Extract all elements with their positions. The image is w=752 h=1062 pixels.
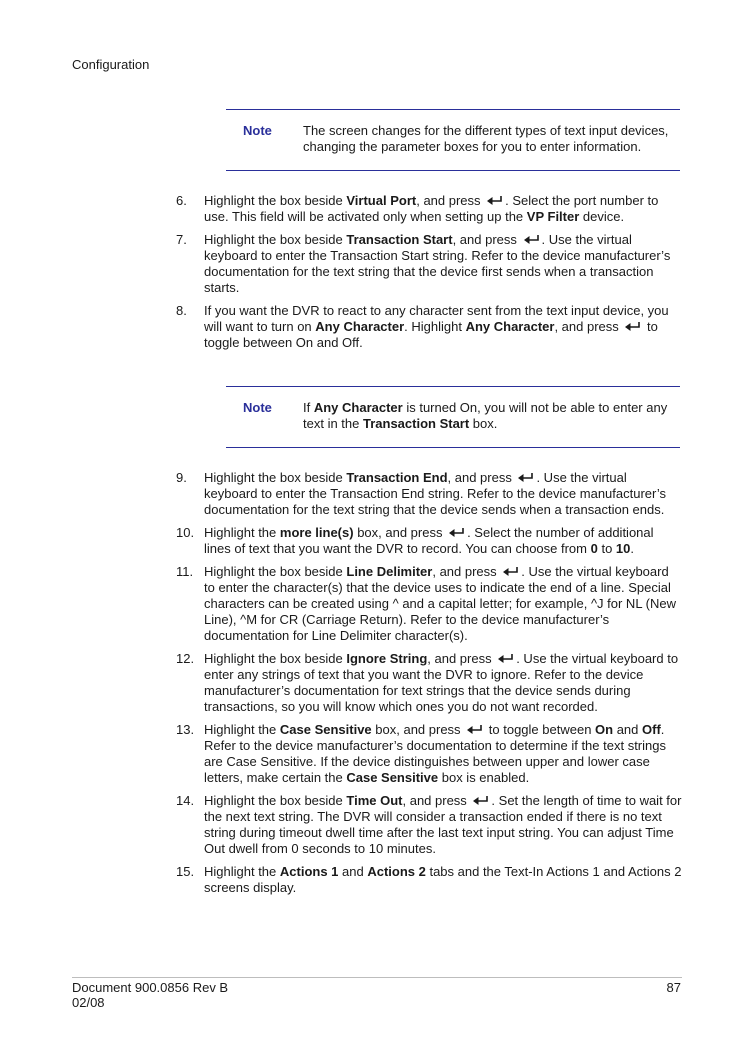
step-number: 11. bbox=[176, 564, 194, 579]
step-12 bbox=[176, 651, 682, 715]
step-text: . Use the virtual keyboard to enter any strings of text that you want the DVR to ignore. Refer to the device manufacturer’s documentation for text strings that the device sends during transactions, so you will know which ones you do not want recorded. bbox=[204, 651, 679, 714]
step-text: . Select the number of additional lines of text that you want the DVR to record. You can choose from bbox=[204, 525, 654, 556]
step-text: , and press bbox=[447, 470, 516, 485]
step-number: 12. bbox=[176, 651, 195, 666]
step-text: Highlight the box beside bbox=[204, 193, 347, 208]
step-9 bbox=[176, 470, 682, 518]
step-text: box, and press bbox=[371, 722, 465, 737]
enter-key-icon bbox=[472, 795, 489, 806]
note-label: Note bbox=[243, 123, 272, 138]
step-text: tabs and the Text-In Actions 1 and Actions 2 screens display. bbox=[204, 864, 682, 895]
footer-doc-info bbox=[72, 980, 228, 1010]
step-text: , and press bbox=[554, 319, 623, 334]
step-text: and bbox=[338, 864, 368, 879]
enter-key-icon bbox=[486, 195, 503, 206]
step-text: . Highlight bbox=[404, 319, 466, 334]
ui-term: Transaction End bbox=[346, 470, 448, 485]
step-text: . Refer to the device manufacturer’s documentation to determine if the text strings are Case Sensitive. If the device distinguishes between upper and lower case letters, make certain the bbox=[204, 722, 666, 785]
step-text: . bbox=[630, 541, 635, 556]
ui-term: VP Filter bbox=[526, 209, 580, 224]
step-text: Highlight the box beside bbox=[204, 651, 347, 666]
ui-term: Case Sensitive bbox=[279, 722, 372, 737]
step-11 bbox=[176, 564, 682, 644]
note-text-part: box. bbox=[469, 416, 498, 431]
step-text: . Select the port number to use. This field will be activated only when setting up the bbox=[204, 193, 659, 224]
step-text: , and press bbox=[416, 193, 485, 208]
enter-key-icon bbox=[497, 653, 514, 664]
step-number: 8. bbox=[176, 303, 187, 318]
step-number: 14. bbox=[176, 793, 195, 808]
step-10 bbox=[176, 525, 682, 557]
note-box-2 bbox=[226, 386, 680, 448]
ui-term: 10 bbox=[615, 541, 631, 556]
step-text: Highlight the bbox=[204, 722, 280, 737]
ui-term: 0 bbox=[590, 541, 598, 556]
ui-term: more line(s) bbox=[279, 525, 354, 540]
ui-term: Any Character bbox=[465, 319, 555, 334]
note-text: The screen changes for the different types of text input devices, changing the parameter boxes for you to enter information. bbox=[303, 123, 669, 154]
ui-term: Any Character bbox=[313, 400, 403, 415]
ui-term: On bbox=[595, 722, 614, 737]
enter-key-icon bbox=[624, 321, 641, 332]
step-number: 9. bbox=[176, 470, 187, 485]
step-number: 6. bbox=[176, 193, 187, 208]
step-number: 15. bbox=[176, 864, 195, 879]
step-text: . Use the virtual keyboard to enter the Transaction Start string. Refer to the device manufacturer’s documentation for the text string that the device first sends when a transaction starts. bbox=[204, 232, 671, 295]
step-13 bbox=[176, 722, 682, 786]
step-text: , and press bbox=[452, 232, 521, 247]
ui-term: Actions 1 bbox=[279, 864, 339, 879]
step-text: Highlight the box beside bbox=[204, 470, 347, 485]
step-text: to toggle between bbox=[485, 722, 596, 737]
step-14 bbox=[176, 793, 682, 857]
ui-term: Virtual Port bbox=[346, 193, 417, 208]
ui-term: Actions 2 bbox=[367, 864, 426, 879]
note-text-part: is turned On, you will not be able to enter any text in the bbox=[303, 400, 668, 431]
step-text: box, and press bbox=[353, 525, 447, 540]
step-8 bbox=[176, 303, 682, 351]
ui-term: Any Character bbox=[315, 319, 405, 334]
note-text-part: If bbox=[303, 400, 314, 415]
step-15 bbox=[176, 864, 682, 896]
step-text: , and press bbox=[427, 651, 496, 666]
step-number: 13. bbox=[176, 722, 195, 737]
step-text: Highlight the bbox=[204, 864, 280, 879]
step-7 bbox=[176, 232, 682, 296]
step-text: . Set the length of time to wait for the next text string. The DVR will consider a transaction ended if there is no text string during timeout dwell time after the last text input string. You can adjust Time Out dwell from 0 seconds to 10 minutes. bbox=[204, 793, 682, 856]
enter-key-icon bbox=[502, 566, 519, 577]
step-text: and bbox=[613, 722, 643, 737]
footer-divider bbox=[72, 977, 682, 978]
step-text: Highlight the box beside bbox=[204, 564, 347, 579]
ui-term: Transaction Start bbox=[346, 232, 453, 247]
running-header: Configuration bbox=[72, 57, 150, 72]
document-date: 02/08 bbox=[72, 995, 105, 1010]
step-text: Highlight the bbox=[204, 525, 280, 540]
enter-key-icon bbox=[466, 724, 483, 735]
step-text: to bbox=[597, 541, 616, 556]
note-label: Note bbox=[243, 400, 272, 415]
enter-key-icon bbox=[517, 472, 534, 483]
step-number: 7. bbox=[176, 232, 187, 247]
step-text: If you want the DVR to react to any character sent from the text input device, you will want to turn on bbox=[204, 303, 669, 334]
step-text: Highlight the box beside bbox=[204, 793, 347, 808]
page-number: 87 bbox=[666, 980, 681, 995]
ui-term: Time Out bbox=[346, 793, 403, 808]
step-text: to toggle between On and Off. bbox=[204, 319, 658, 350]
step-text: and a capital letter; for example, bbox=[398, 596, 591, 611]
step-text: ^M for CR (Carriage Return). Refer to the device manufacturer’s documentation for Line Delimiter character(s). bbox=[204, 612, 610, 643]
step-text: . Use the virtual keyboard to enter the Transaction End string. Refer to the device manufacturer’s documentation for the text string that the device sends when a transaction ends. bbox=[204, 470, 666, 517]
ui-term: Ignore String bbox=[346, 651, 428, 666]
step-text: , and press bbox=[402, 793, 471, 808]
step-text: ^J for NL (New Line), bbox=[204, 596, 677, 627]
note-text bbox=[303, 400, 676, 432]
enter-key-icon bbox=[448, 527, 465, 538]
ui-term: Case Sensitive bbox=[346, 770, 439, 785]
step-number: 10. bbox=[176, 525, 195, 540]
step-text: , and press bbox=[432, 564, 501, 579]
step-text: box is enabled. bbox=[438, 770, 530, 785]
caret-symbol: ^ bbox=[392, 596, 399, 611]
steps-list-a bbox=[176, 193, 682, 358]
ui-term: Line Delimiter bbox=[346, 564, 433, 579]
note-box-1 bbox=[226, 109, 680, 171]
enter-key-icon bbox=[523, 234, 540, 245]
step-text: device. bbox=[579, 209, 625, 224]
steps-list-b bbox=[176, 470, 682, 903]
document-number: Document 900.0856 Rev B bbox=[72, 980, 229, 995]
ui-term: Off bbox=[642, 722, 661, 737]
step-text: Highlight the box beside bbox=[204, 232, 347, 247]
ui-term: Transaction Start bbox=[362, 416, 470, 431]
step-text: . Use the virtual keyboard to enter the character(s) that the device uses to indicate the end of a line. Special characters can be created using bbox=[204, 564, 671, 611]
step-6 bbox=[176, 193, 682, 225]
